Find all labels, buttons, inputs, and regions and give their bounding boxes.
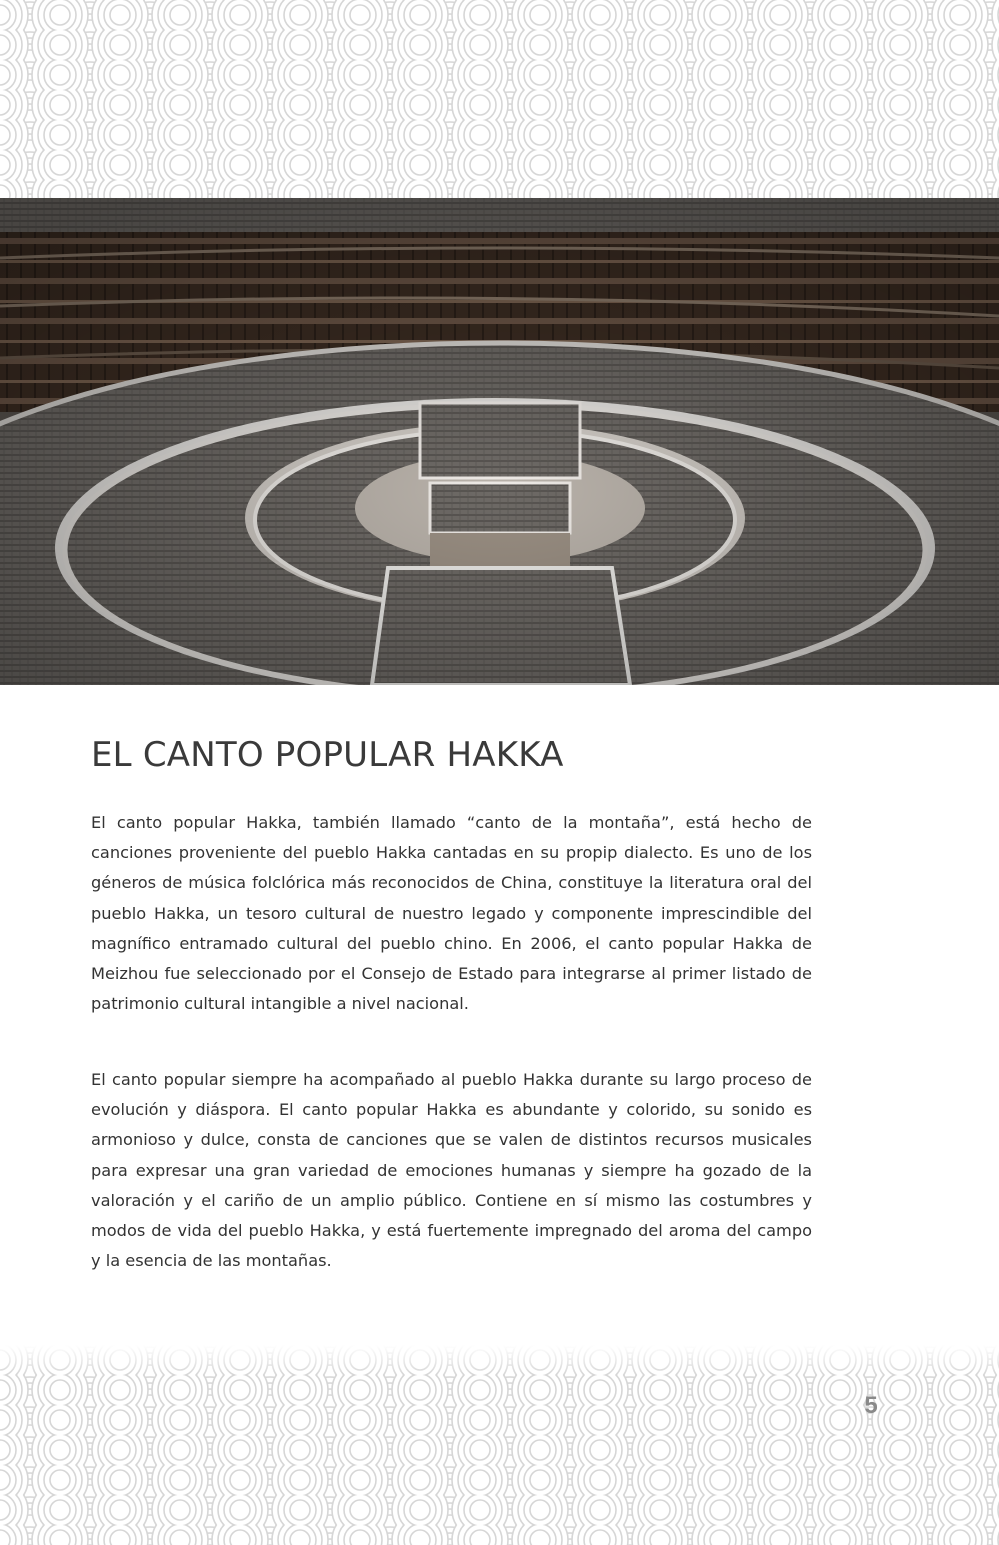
- page-title: EL CANTO POPULAR HAKKA: [91, 735, 564, 775]
- tulou-photo: [0, 198, 999, 685]
- body-paragraph-2: El canto popular siempre ha acompañado al pueblo Hakka durante su largo proceso de evolución y diáspora. El canto popular Hakka es abundante y colorido, su sonido es armonioso y dulce, consta de canciones que se valen de distintos recursos musicales para expresar una gran variedad de emociones humanas y siempre ha gozado de la valoración y el cariño de un amplio público. Contiene en sí mismo las costumbres y modos de vida del pueblo Hakka, y está fuertemente impregnado del aroma del campo y la esencia de las montañas.: [91, 1070, 812, 1271]
- page-number: 5: [864, 1392, 878, 1419]
- bottom-wave-pattern: [0, 1345, 999, 1545]
- body-paragraph-1: El canto popular Hakka, también llamado “canto de la montaña”, está hecho de canciones proveniente del pueblo Hakka cantadas en su propip dialecto. Es uno de los géneros de música folclórica más reconocidos de China, constituye la literatura oral del pueblo Hakka, un tesoro cultural de nuestro legado y componente imprescindible del magnífico entramado cultural del pueblo chino. En 2006, el canto popular Hakka de Meizhou fue seleccionado por el Consejo de Estado para integrarse al primer listado de patrimonio cultural intangible a nivel nacional.: [91, 813, 812, 1014]
- top-wave-pattern: [0, 0, 999, 198]
